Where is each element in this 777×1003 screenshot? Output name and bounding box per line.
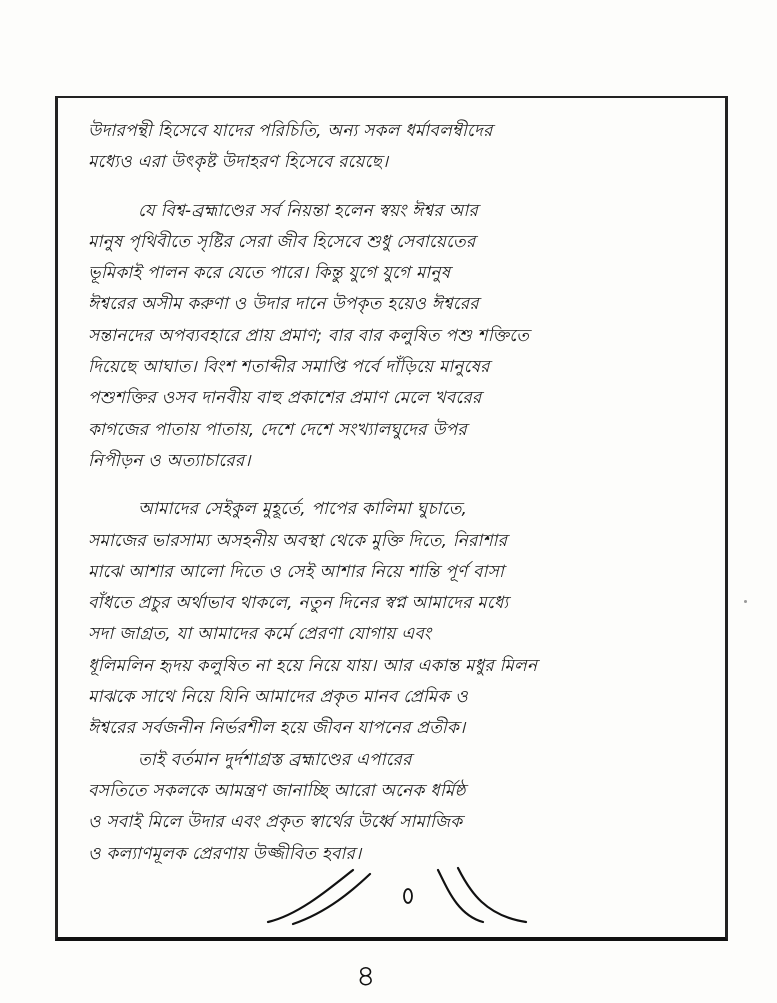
text-line: ঈশ্বরের অসীম করুণা ও উদার দানে উপকৃত হয়েও ঈশ্বরের: [88, 294, 479, 315]
text-line: উদারপন্থী হিসেবে যাদের পরিচিতি, অন্য সকল ধর্মাবলম্বীদের: [88, 121, 493, 141]
text-line: ও সবাই মিলে উদার এবং প্রকৃত স্বার্থের উর্ধ্বে সামাজিক: [88, 812, 463, 833]
paragraph-2: [88, 196, 705, 478]
paragraph-4: [88, 745, 705, 870]
text-line: তাই বর্তমান দুর্দশাগ্রস্ত ব্রহ্মাণ্ডের এপারের: [138, 749, 412, 770]
text-line: বসতিতে সকলকে আমন্ত্রণ জানাচ্ছি আরো অনেক ধর্মিষ্ঠ: [88, 780, 466, 801]
text-line: সদা জাগ্রত, যা আমাদের কর্মে প্রেরণা যোগায় এবং: [88, 624, 432, 645]
page-number: ৪: [356, 959, 376, 994]
text-line: মাঝকে সাথে নিয়ে যিনি আমাদের প্রকৃত মানব প্রেমিক ও: [88, 687, 468, 708]
text-line: ঈশ্বরের সর্বজনীন নির্ভরশীল হয়ে জীবন যাপনের প্রতীক।: [88, 718, 466, 739]
text-line: পশুশক্তির ওসব দানবীয় বাহু প্রকাশের প্রমাণ মেলে খবরের: [88, 388, 482, 409]
paragraph-3: [88, 494, 705, 744]
text-line: নিপীড়ন ও অত্যাচারের।: [88, 450, 251, 471]
manuscript-frame: [55, 96, 728, 941]
text-line: মাঝে আশার আলো দিতে ও সেই আশার নিয়ে শান্তি পূর্ণ বাসা: [88, 561, 504, 582]
text-line: ভূমিকাই পালন করে যেতে পারে। কিন্তু যুগে যুগে মানুষ: [88, 263, 451, 284]
text-line: আমাদের সেইকুল মুহূর্তে, পাপের কালিমা ঘুচাতে,: [138, 499, 468, 520]
text-line: কাগজের পাতায় পাতায়, দেশে দেশে সংখ্যালঘুদের উপর: [88, 419, 467, 440]
text-line: দিয়েছে আঘাত। বিংশ শতাব্দীর সমাপ্তি পর্বে দাঁড়িয়ে মানুষের: [88, 357, 490, 378]
decorative-flourish: [258, 860, 538, 930]
text-line: ধূলিমলিন হৃদয় কলুষিত না হয়ে নিয়ে যায়। আর একান্ত মধুর মিলন: [88, 655, 538, 676]
paper-speck: [744, 600, 747, 603]
text-line: সমাজের ভারসাম্য অসহনীয় অবস্থা থেকে মুক্তি দিতে, নিরাশার: [88, 530, 508, 551]
text-line: যে বিশ্ব-ব্রহ্মাণ্ডের সর্ব নিয়ন্তা হলেন স্বয়ং ঈশ্বর আর: [138, 200, 479, 221]
text-line: সন্তানদের অপব্যবহারে প্রায় প্রমাণ; বার বার কলুষিত পশু শক্তিতে: [88, 325, 530, 346]
handwritten-text: [88, 116, 705, 870]
text-line: মানুষ পৃথিবীতে সৃষ্টির সেরা জীব হিসেবে শুধু সেবায়েতের: [88, 231, 476, 252]
text-line: বাঁধতে প্রচুর অর্থাভাব থাকলে, নতুন দিনের স্বপ্ন আমাদের মধ্যে: [88, 593, 509, 614]
text-line: ও কল্যাণমূলক প্রেরণায় উজ্জীবিত হবার।: [88, 843, 362, 864]
paragraph-1: [88, 116, 705, 179]
text-line: মধ্যেও এরা উৎকৃষ্ট উদাহরণ হিসেবে রয়েছে।: [88, 152, 389, 173]
